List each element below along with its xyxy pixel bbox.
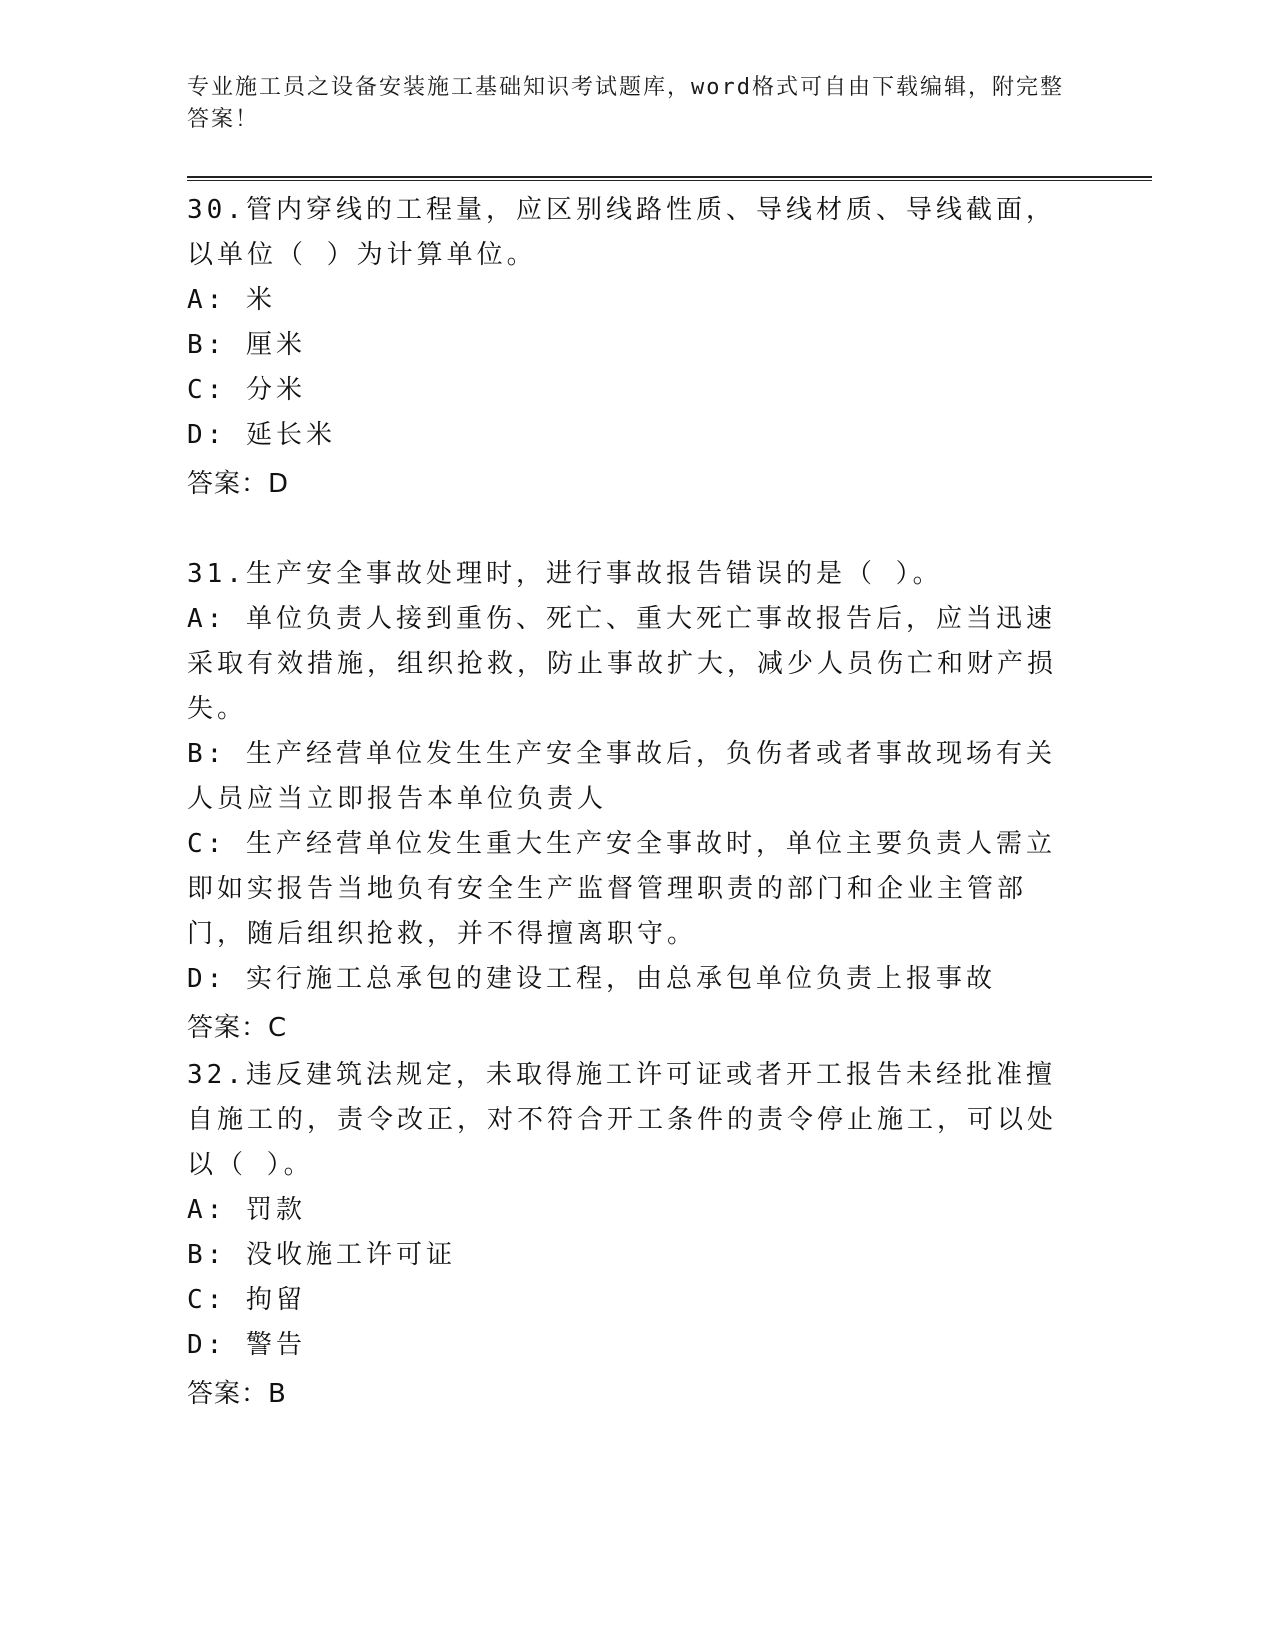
answer: 答案：C xyxy=(187,1013,288,1043)
header-divider xyxy=(187,176,1152,181)
question-stem: 32.违反建筑法规定，未取得施工许可证或者开工报告未经批准擅自施工的，责令改正，对不符合开工条件的责令停止施工，可以处以（ ）。 xyxy=(187,1060,1058,1180)
document-intro: 专业施工员之设备安装施工基础知识考试题库，word格式可自由下载编辑，附完整答案！ xyxy=(187,75,1064,132)
option-c: C: 分米 xyxy=(187,375,306,405)
option-c: C: 拘留 xyxy=(187,1285,306,1315)
option-c: C: 生产经营单位发生重大生产安全事故时，单位主要负责人需立即如实报告当地负有安全生产监督管理职责的部门和企业主管部门，随后组织抢救，并不得擅离职守。 xyxy=(187,829,1056,949)
option-a: A: 米 xyxy=(187,285,276,315)
answer: 答案：B xyxy=(187,1379,287,1409)
option-b: B: 没收施工许可证 xyxy=(187,1240,456,1270)
question-stem: 30.管内穿线的工程量，应区别线路性质、导线材质、导线截面，以单位（ ）为计算单位。 xyxy=(187,195,1056,270)
option-a: A: 单位负责人接到重伤、死亡、重大死亡事故报告后，应当迅速采取有效措施，组织抢救，防止事故扩大，减少人员伤亡和财产损失。 xyxy=(187,604,1058,724)
question-32 xyxy=(187,1053,1077,1418)
question-30 xyxy=(187,188,1077,508)
option-a: A: 罚款 xyxy=(187,1195,306,1225)
question-31 xyxy=(187,552,1077,1052)
option-b: B: 生产经营单位发生生产安全事故后，负伤者或者事故现场有关人员应当立即报告本单位负责人 xyxy=(187,739,1056,814)
option-d: D: 延长米 xyxy=(187,420,336,450)
question-stem: 31.生产安全事故处理时，进行事故报告错误的是（ ）。 xyxy=(187,559,943,589)
option-d: D: 警告 xyxy=(187,1330,306,1360)
answer: 答案：D xyxy=(187,469,290,499)
option-b: B: 厘米 xyxy=(187,330,306,360)
option-d: D: 实行施工总承包的建设工程，由总承包单位负责上报事故 xyxy=(187,964,996,994)
